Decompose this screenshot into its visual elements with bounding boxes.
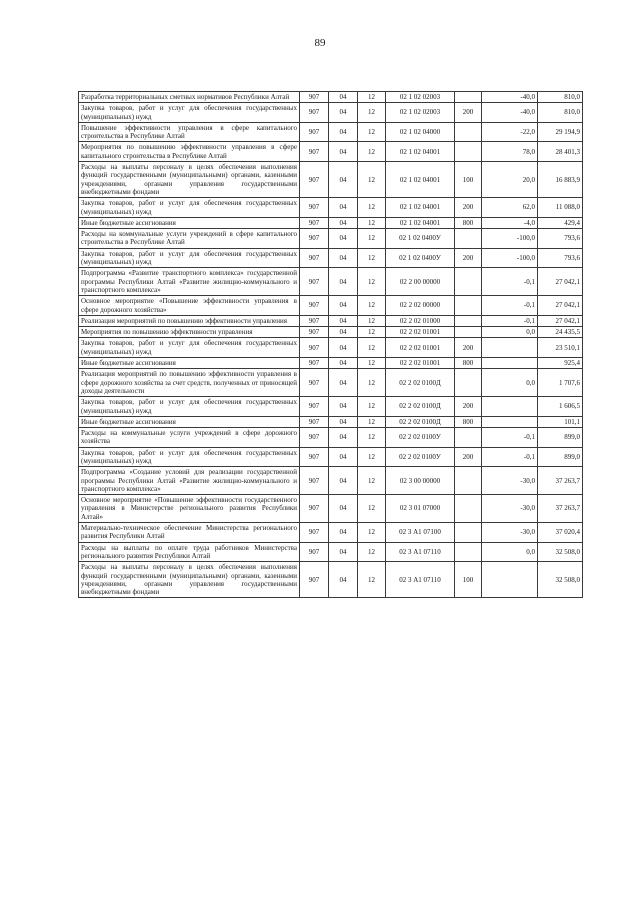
table-row <box>79 248 583 268</box>
cell-target-article: 02 1 02 02003 <box>386 103 455 123</box>
cell-expense-type: 200 <box>455 248 482 268</box>
cell-change: -40,0 <box>482 92 538 103</box>
cell-expense-type <box>455 142 482 162</box>
cell-expense-type: 200 <box>455 338 482 358</box>
cell-code: 907 <box>300 495 329 523</box>
cell-expense-type: 200 <box>455 198 482 218</box>
cell-code: 907 <box>300 315 329 326</box>
cell-subsection: 12 <box>358 162 386 198</box>
cell-section: 04 <box>329 447 358 467</box>
cell-name: Реализация мероприятий по повышению эффективности управления в сфере дорожного хозяйства за счет средств, полученных от приносящей доходы деятельности <box>79 369 300 397</box>
cell-change: -0,1 <box>482 268 538 296</box>
cell-code: 907 <box>300 467 329 495</box>
cell-name: Закупка товаров, работ и услуг для обеспечения государственных (муниципальных) нужд <box>79 103 300 123</box>
cell-expense-type <box>455 229 482 249</box>
cell-change <box>482 562 538 598</box>
cell-expense-type: 200 <box>455 103 482 123</box>
cell-change: -40,0 <box>482 103 538 123</box>
cell-target-article: 02 2 02 0100Д <box>386 397 455 417</box>
cell-code: 907 <box>300 296 329 316</box>
cell-target-article: 02 1 02 04001 <box>386 198 455 218</box>
cell-total: 27 042,1 <box>538 296 583 316</box>
cell-code: 907 <box>300 217 329 228</box>
cell-total: 28 401,3 <box>538 142 583 162</box>
cell-target-article: 02 1 02 04001 <box>386 142 455 162</box>
cell-subsection: 12 <box>358 562 386 598</box>
table-row <box>79 562 583 598</box>
table-row <box>79 428 583 448</box>
cell-total: 16 883,9 <box>538 162 583 198</box>
table-row <box>79 229 583 249</box>
cell-code: 907 <box>300 397 329 417</box>
cell-name: Основное мероприятие «Повышение эффективности управления в сфере дорожного хозяйства» <box>79 296 300 316</box>
cell-total: 793,6 <box>538 248 583 268</box>
cell-change: -100,0 <box>482 229 538 249</box>
cell-name: Иные бюджетные ассигнования <box>79 217 300 228</box>
cell-target-article: 02 2 02 0100У <box>386 428 455 448</box>
cell-total: 27 042,1 <box>538 268 583 296</box>
cell-section: 04 <box>329 103 358 123</box>
cell-change: -100,0 <box>482 248 538 268</box>
cell-section: 04 <box>329 369 358 397</box>
cell-subsection: 12 <box>358 428 386 448</box>
table-row <box>79 268 583 296</box>
cell-total: 101,1 <box>538 416 583 427</box>
cell-target-article: 02 2 02 01000 <box>386 315 455 326</box>
table-row <box>79 447 583 467</box>
cell-change <box>482 338 538 358</box>
cell-target-article: 02 1 02 04001 <box>386 217 455 228</box>
cell-code: 907 <box>300 327 329 338</box>
cell-total: 810,0 <box>538 92 583 103</box>
cell-section: 04 <box>329 467 358 495</box>
cell-name: Разработка территориальных сметных нормативов Республики Алтай <box>79 92 300 103</box>
cell-change <box>482 397 538 417</box>
cell-name: Повышение эффективности управления в сфере капитального строительства в Республике Алтай <box>79 122 300 142</box>
cell-expense-type <box>455 92 482 103</box>
cell-subsection: 12 <box>358 92 386 103</box>
cell-change: 20,0 <box>482 162 538 198</box>
cell-target-article: 02 3 01 07000 <box>386 495 455 523</box>
cell-total: 925,4 <box>538 358 583 369</box>
cell-name: Расходы на выплаты персоналу в целях обеспечения выполнения функций государственными (муниципальными) органами, казенными учреждениями, органами управления государственными внебюджетными фондами <box>79 162 300 198</box>
cell-section: 04 <box>329 296 358 316</box>
table-row <box>79 542 583 562</box>
cell-change: -0,1 <box>482 447 538 467</box>
cell-code: 907 <box>300 142 329 162</box>
cell-subsection: 12 <box>358 122 386 142</box>
cell-change: 0,0 <box>482 369 538 397</box>
cell-total: 810,0 <box>538 103 583 123</box>
cell-name: Мероприятия по повышению эффективности управления в сфере капитального строительства в Республике Алтай <box>79 142 300 162</box>
cell-total: 23 510,1 <box>538 338 583 358</box>
cell-target-article: 02 3 00 00000 <box>386 467 455 495</box>
cell-target-article: 02 3 А1 07100 <box>386 523 455 543</box>
cell-target-article: 02 2 02 0100Д <box>386 416 455 427</box>
cell-code: 907 <box>300 103 329 123</box>
cell-target-article: 02 3 А1 07110 <box>386 562 455 598</box>
cell-target-article: 02 1 02 04001 <box>386 162 455 198</box>
cell-section: 04 <box>329 338 358 358</box>
cell-subsection: 12 <box>358 327 386 338</box>
cell-section: 04 <box>329 248 358 268</box>
cell-change: -30,0 <box>482 467 538 495</box>
cell-section: 04 <box>329 122 358 142</box>
cell-section: 04 <box>329 217 358 228</box>
page-number: 89 <box>314 37 326 49</box>
table-row <box>79 122 583 142</box>
cell-expense-type: 200 <box>455 397 482 417</box>
cell-subsection: 12 <box>358 495 386 523</box>
cell-change: 78,0 <box>482 142 538 162</box>
cell-subsection: 12 <box>358 358 386 369</box>
cell-name: Закупка товаров, работ и услуг для обеспечения государственных (муниципальных) нужд <box>79 397 300 417</box>
cell-total: 32 508,0 <box>538 542 583 562</box>
table-row <box>79 142 583 162</box>
cell-change <box>482 416 538 427</box>
cell-expense-type <box>455 122 482 142</box>
cell-change: 0,0 <box>482 327 538 338</box>
cell-name: Расходы на коммунальные услуги учреждений в сфере дорожного хозяйства <box>79 428 300 448</box>
cell-code: 907 <box>300 162 329 198</box>
cell-name: Расходы на выплаты по оплате труда работников Министерства регионального развития Республики Алтай <box>79 542 300 562</box>
cell-name: Подпрограмма «Развитие транспортного комплекса» государственной программы Республики Алтай «Развитие жилищно-коммунального и транспортного комплекса» <box>79 268 300 296</box>
cell-section: 04 <box>329 327 358 338</box>
cell-subsection: 12 <box>358 523 386 543</box>
cell-expense-type <box>455 542 482 562</box>
cell-subsection: 12 <box>358 338 386 358</box>
cell-total: 899,0 <box>538 428 583 448</box>
cell-code: 907 <box>300 268 329 296</box>
cell-name: Мероприятия по повышению эффективности управления <box>79 327 300 338</box>
cell-subsection: 12 <box>358 447 386 467</box>
cell-subsection: 12 <box>358 296 386 316</box>
cell-name: Закупка товаров, работ и услуг для обеспечения государственных (муниципальных) нужд <box>79 447 300 467</box>
cell-target-article: 02 2 02 01001 <box>386 338 455 358</box>
cell-target-article: 02 2 02 0100У <box>386 447 455 467</box>
cell-change: -30,0 <box>482 495 538 523</box>
cell-name: Расходы на выплаты персоналу в целях обеспечения выполнения функций государственными (муниципальными) органами, казенными учреждениями, органами управления государственными внебюджетными фондами <box>79 562 300 598</box>
cell-code: 907 <box>300 562 329 598</box>
cell-subsection: 12 <box>358 315 386 326</box>
cell-change: 0,0 <box>482 542 538 562</box>
cell-target-article: 02 1 02 02003 <box>386 92 455 103</box>
cell-subsection: 12 <box>358 229 386 249</box>
cell-section: 04 <box>329 268 358 296</box>
cell-section: 04 <box>329 416 358 427</box>
cell-expense-type <box>455 327 482 338</box>
cell-section: 04 <box>329 523 358 543</box>
cell-section: 04 <box>329 542 358 562</box>
table-row <box>79 358 583 369</box>
cell-code: 907 <box>300 358 329 369</box>
cell-section: 04 <box>329 315 358 326</box>
cell-name: Иные бюджетные ассигнования <box>79 358 300 369</box>
cell-target-article: 02 2 02 01001 <box>386 327 455 338</box>
table-row <box>79 495 583 523</box>
cell-total: 11 088,0 <box>538 198 583 218</box>
cell-subsection: 12 <box>358 103 386 123</box>
cell-name: Закупка товаров, работ и услуг для обеспечения государственных (муниципальных) нужд <box>79 248 300 268</box>
cell-target-article: 02 2 02 00000 <box>386 296 455 316</box>
table-row <box>79 397 583 417</box>
table-row <box>79 327 583 338</box>
cell-total: 429,4 <box>538 217 583 228</box>
cell-expense-type: 100 <box>455 562 482 598</box>
cell-expense-type: 800 <box>455 416 482 427</box>
table-row <box>79 369 583 397</box>
cell-expense-type <box>455 369 482 397</box>
table-row <box>79 92 583 103</box>
cell-section: 04 <box>329 92 358 103</box>
cell-code: 907 <box>300 428 329 448</box>
table-row <box>79 416 583 427</box>
cell-expense-type: 800 <box>455 217 482 228</box>
table-row <box>79 467 583 495</box>
table-row <box>79 162 583 198</box>
cell-subsection: 12 <box>358 217 386 228</box>
cell-name: Материально-техническое обеспечение Министерства регионального развития Республики Алтай <box>79 523 300 543</box>
cell-code: 907 <box>300 447 329 467</box>
cell-name: Реализация мероприятий по повышению эффективности управления <box>79 315 300 326</box>
cell-section: 04 <box>329 142 358 162</box>
cell-target-article: 02 1 02 0400У <box>386 248 455 268</box>
cell-expense-type <box>455 467 482 495</box>
table-row <box>79 338 583 358</box>
cell-subsection: 12 <box>358 542 386 562</box>
cell-target-article: 02 2 02 0100Д <box>386 369 455 397</box>
cell-code: 907 <box>300 92 329 103</box>
budget-table <box>78 91 583 598</box>
cell-total: 29 194,9 <box>538 122 583 142</box>
table-row <box>79 198 583 218</box>
cell-change: -0,1 <box>482 296 538 316</box>
table-body <box>79 92 583 598</box>
cell-name: Закупка товаров, работ и услуг для обеспечения государственных (муниципальных) нужд <box>79 338 300 358</box>
cell-section: 04 <box>329 358 358 369</box>
cell-change: -4,0 <box>482 217 538 228</box>
cell-name: Закупка товаров, работ и услуг для обеспечения государственных (муниципальных) нужд <box>79 198 300 218</box>
cell-code: 907 <box>300 369 329 397</box>
cell-total: 1 707,6 <box>538 369 583 397</box>
cell-code: 907 <box>300 229 329 249</box>
cell-total: 37 020,4 <box>538 523 583 543</box>
cell-expense-type <box>455 428 482 448</box>
cell-expense-type <box>455 268 482 296</box>
cell-expense-type: 800 <box>455 358 482 369</box>
cell-expense-type: 200 <box>455 447 482 467</box>
cell-total: 27 042,1 <box>538 315 583 326</box>
cell-code: 907 <box>300 338 329 358</box>
cell-total: 899,0 <box>538 447 583 467</box>
cell-target-article: 02 2 02 01001 <box>386 358 455 369</box>
cell-change: -30,0 <box>482 523 538 543</box>
cell-name: Иные бюджетные ассигнования <box>79 416 300 427</box>
table-row <box>79 103 583 123</box>
cell-total: 32 508,0 <box>538 562 583 598</box>
cell-expense-type <box>455 315 482 326</box>
cell-total: 1 606,5 <box>538 397 583 417</box>
cell-subsection: 12 <box>358 248 386 268</box>
cell-subsection: 12 <box>358 369 386 397</box>
cell-code: 907 <box>300 416 329 427</box>
cell-subsection: 12 <box>358 142 386 162</box>
cell-code: 907 <box>300 198 329 218</box>
table-row <box>79 217 583 228</box>
cell-target-article: 02 2 00 00000 <box>386 268 455 296</box>
cell-change: -0,1 <box>482 428 538 448</box>
cell-target-article: 02 1 02 04000 <box>386 122 455 142</box>
cell-expense-type <box>455 296 482 316</box>
cell-section: 04 <box>329 428 358 448</box>
cell-code: 907 <box>300 542 329 562</box>
cell-subsection: 12 <box>358 467 386 495</box>
cell-subsection: 12 <box>358 397 386 417</box>
cell-section: 04 <box>329 397 358 417</box>
cell-section: 04 <box>329 562 358 598</box>
cell-total: 24 435,5 <box>538 327 583 338</box>
table-row <box>79 523 583 543</box>
cell-code: 907 <box>300 122 329 142</box>
cell-total: 37 263,7 <box>538 495 583 523</box>
cell-change: -22,0 <box>482 122 538 142</box>
cell-section: 04 <box>329 198 358 218</box>
cell-name: Расходы на коммунальные услуги учреждений в сфере капитального строительства в Республике Алтай <box>79 229 300 249</box>
cell-change: 62,0 <box>482 198 538 218</box>
table-row <box>79 296 583 316</box>
cell-subsection: 12 <box>358 198 386 218</box>
cell-expense-type: 100 <box>455 162 482 198</box>
cell-section: 04 <box>329 229 358 249</box>
cell-change: -0,1 <box>482 315 538 326</box>
cell-target-article: 02 3 А1 07110 <box>386 542 455 562</box>
cell-subsection: 12 <box>358 416 386 427</box>
cell-code: 907 <box>300 248 329 268</box>
cell-name: Основное мероприятие «Повышение эффективности государственного управления в Министерстве регионального развития Республики Алтай» <box>79 495 300 523</box>
cell-section: 04 <box>329 495 358 523</box>
cell-change <box>482 358 538 369</box>
cell-name: Подпрограмма «Создание условий для реализации государственной программы Республики Алтай «Развитие жилищно-коммунального и транспортного комплекса» <box>79 467 300 495</box>
cell-expense-type <box>455 523 482 543</box>
cell-total: 793,6 <box>538 229 583 249</box>
cell-expense-type <box>455 495 482 523</box>
cell-code: 907 <box>300 523 329 543</box>
cell-subsection: 12 <box>358 268 386 296</box>
cell-target-article: 02 1 02 0400У <box>386 229 455 249</box>
table-row <box>79 315 583 326</box>
cell-total: 37 263,7 <box>538 467 583 495</box>
cell-section: 04 <box>329 162 358 198</box>
